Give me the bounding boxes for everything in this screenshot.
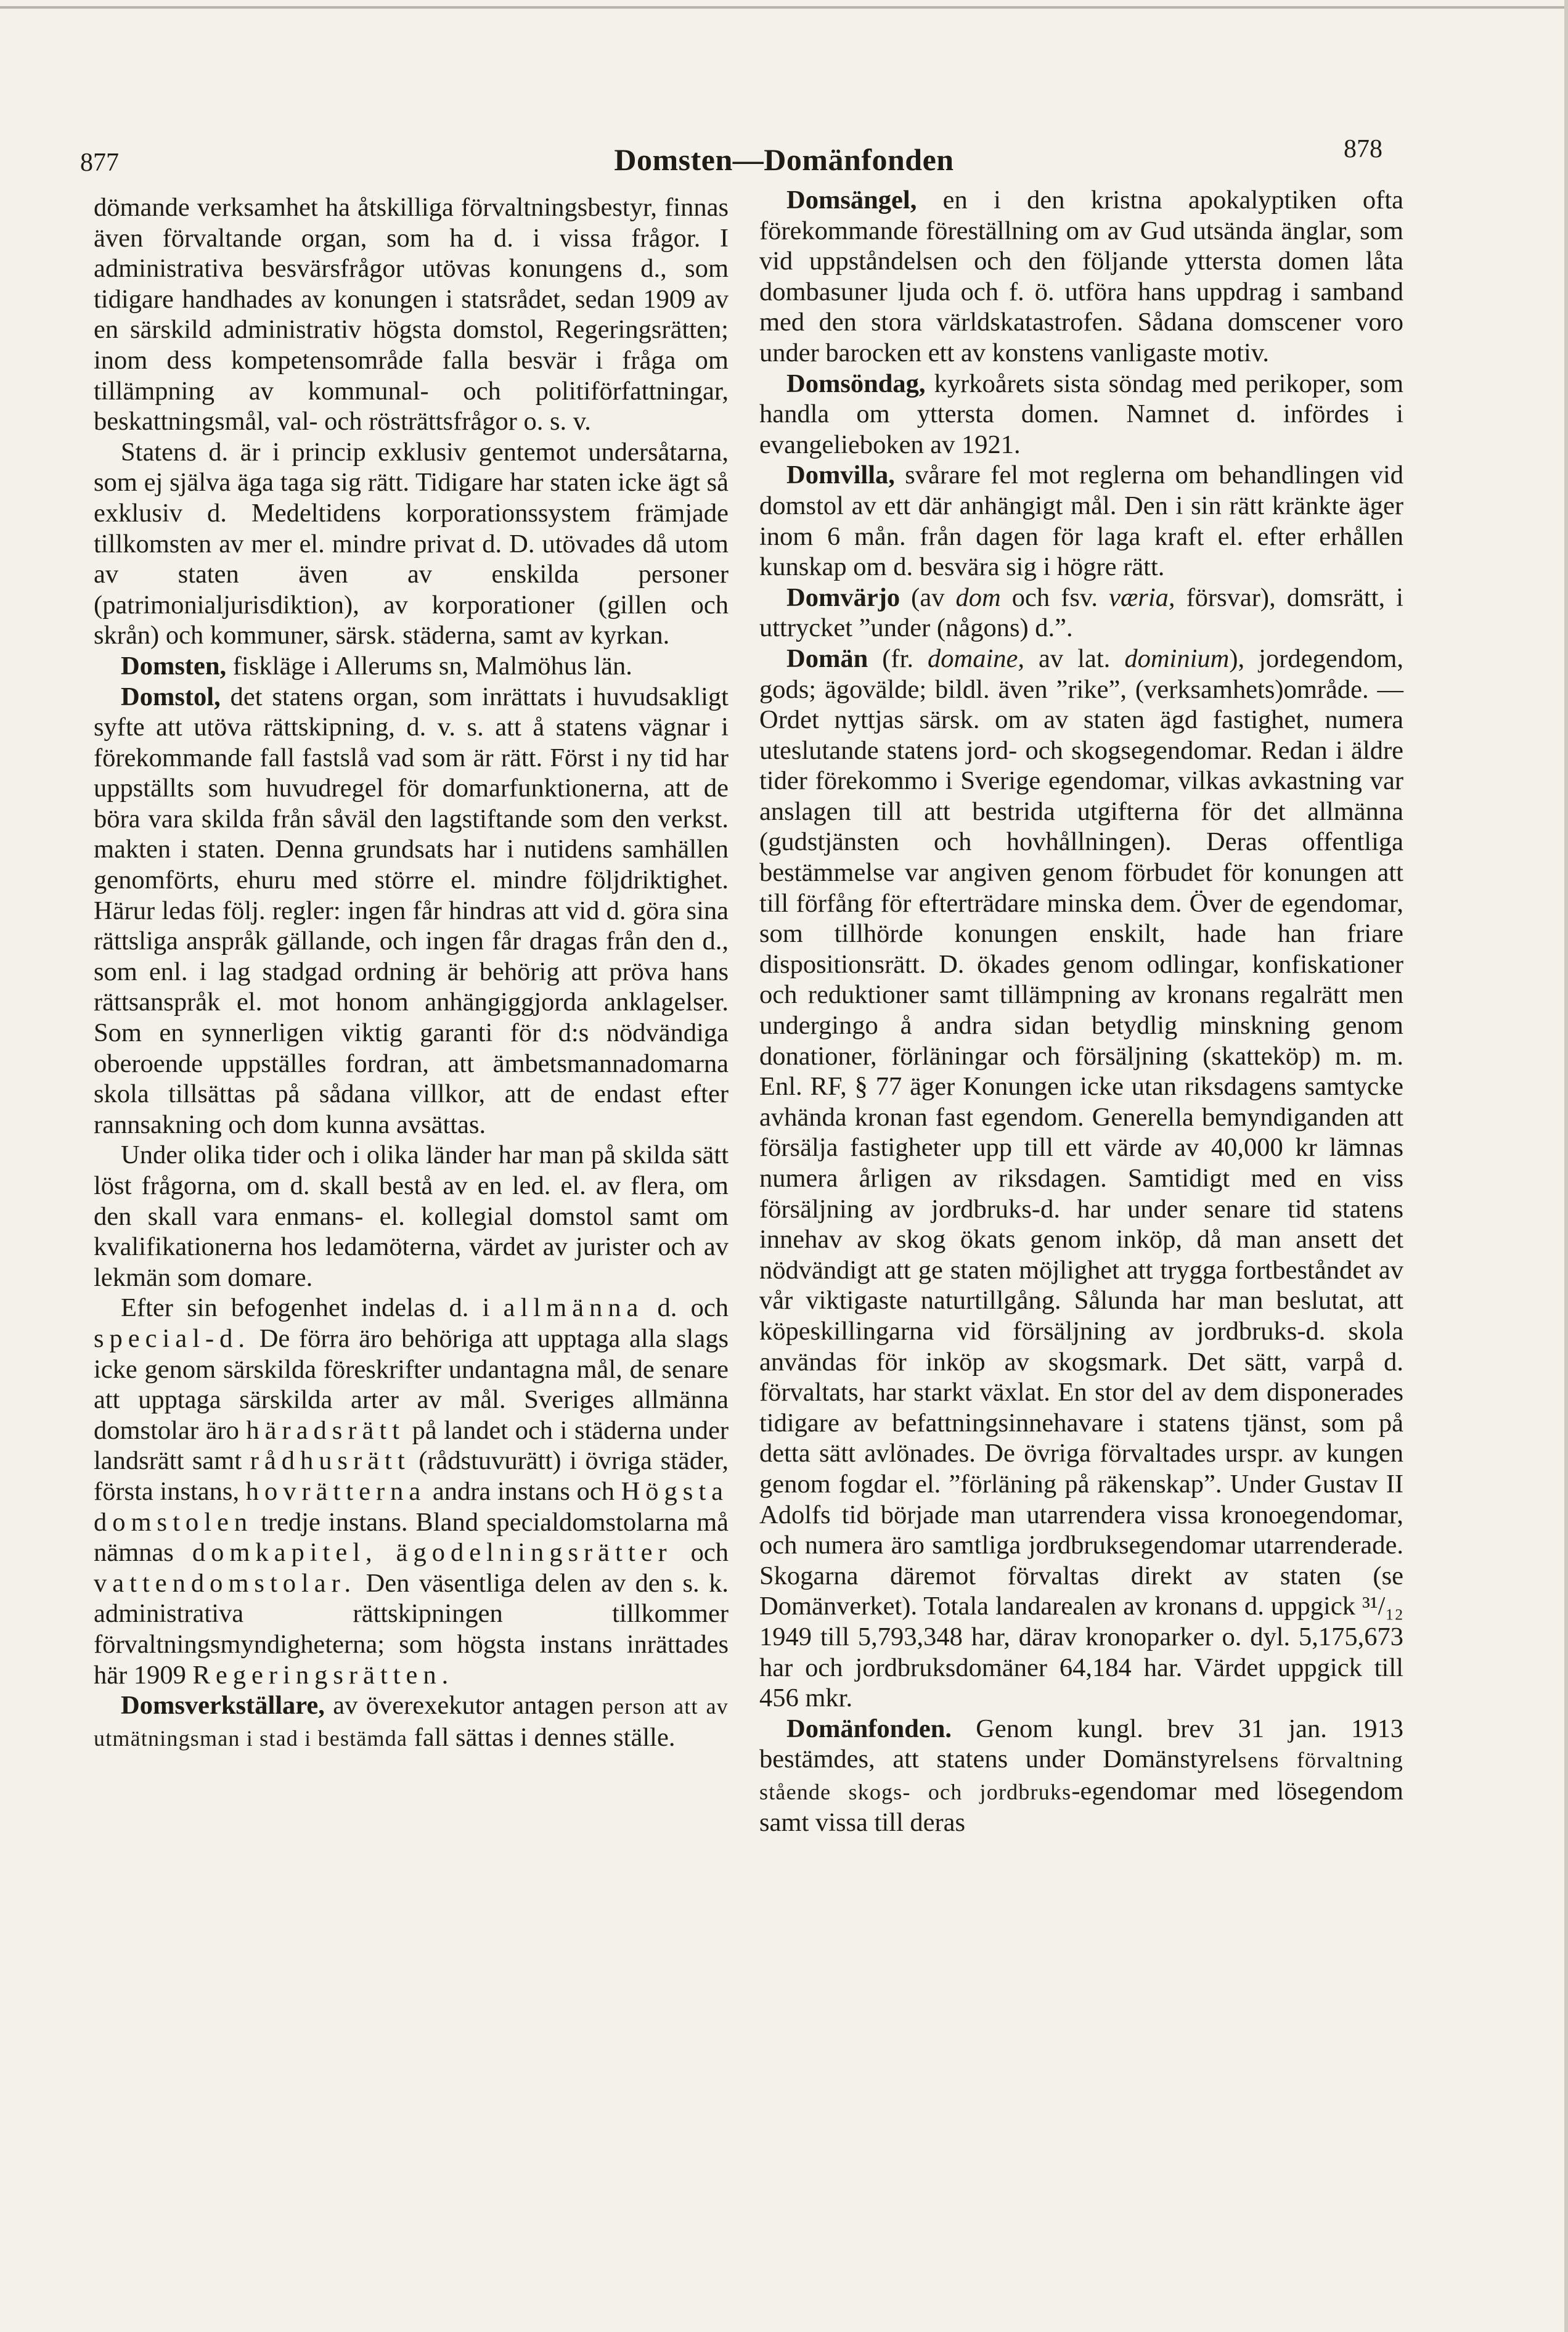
spaced-term: special-d. (94, 1324, 251, 1353)
entry-text: -egendomar med lösegendom samt vissa till deras (759, 1776, 1403, 1838)
spaced-term: allmänna (503, 1293, 644, 1323)
text-run: (av (900, 583, 956, 612)
right-column (759, 185, 1403, 1838)
entry-domsondag (759, 369, 1403, 460)
spaced-term: ägodelningsrätter (396, 1538, 672, 1568)
headword: Domvilla, (786, 460, 895, 490)
text-run: andra instans och (426, 1476, 621, 1506)
text-run: (rådstuvurätt) i övriga städer, första instans, (94, 1446, 729, 1506)
italic-term: domaine, (928, 644, 1025, 673)
page-header (0, 0, 1568, 185)
page-number-right: 878 (1344, 135, 1382, 163)
entry-text-small: sens förvaltning stående skogs- och jordbruks (759, 1748, 1403, 1804)
text-run: De förra äro behöriga att upptaga alla slags icke genom särskilda föreskrifter undantagna mål, de senare att upptaga särskilda arter av mål. Sveriges allmänna domstolar äro (94, 1324, 729, 1445)
headword: Domänfonden. (786, 1714, 952, 1743)
entry-domvilla (759, 460, 1403, 582)
entry-text-small: person att av utmätningsman i stad i bestämda (94, 1694, 729, 1751)
text-run: d. och (643, 1293, 729, 1323)
text-run: tredje instans. Bland specialdomstolarna må nämnas (94, 1507, 729, 1568)
entry-text: Genom kungl. brev 31 jan. 1913 bestämdes, att statens under Domänstyrel (759, 1714, 1403, 1774)
page-number-left: 877 (80, 149, 119, 177)
paragraph: Statens d. är i princip exklusiv gentemot undersåtarna, som ej själva äga taga sig rätt. Tidigare har staten icke ägt så exklusiv d. Medeltidens korporationssystem främjade tillkomsten av mer el. mindre privat d. D. utövades då utom av staten även av enskilda personer (patrimonialjurisdiktion), av korporationer (gillen och skrån) och kommuner, särsk. städerna, samt av kyrkan. (94, 437, 729, 650)
paragraph: dömande verksamhet ha åtskilliga förvaltningsbestyr, finnas även förvaltande organ, som ha d. i vissa frågor. I administrativa besvärsfrågor utövas konungens d., som tidigare handhades av konungen i statsrådet, sedan 1909 av en särskild administrativ högsta domstol, Regeringsrätten; inom dess kompetensområde falla besvär i fråga om tillämpning av kommunal- och politiförfattningar, beskattningsmål, val- och rösträttsfrågor o. s. v. (94, 193, 729, 436)
entry-domanfonden (759, 1714, 1403, 1838)
entry-text: en i den kristna apokalyptiken ofta förekommande föreställning om av Gud utsända änglar, som vid uppståndelsen och den följande yttersta domen låta dombasuner ljuda och f. ö. utföra hans uppdrag i samband med den stora världskatastrofen. Sådana domscener voro under barocken ett av konstens vanligaste motiv. (759, 186, 1403, 367)
spaced-term: häradsrätt (246, 1415, 405, 1445)
entry-domsverkstallare (94, 1690, 729, 1754)
headword: Domsverkställare, (121, 1691, 325, 1720)
spaced-term: Regeringsrätten. (192, 1660, 454, 1690)
running-head: Domsten—Domänfonden (614, 142, 954, 177)
paragraph: Under olika tider och i olika länder har man på skilda sätt löst frågorna, om d. skall bestå av en led. el. av flera, om den skall vara enmans- el. kollegial domstol samt om kvalifikationerna hos ledamöterna, värdet av jurister och av lekmän som domare. (94, 1140, 729, 1292)
entry-text: fall sättas i dennes ställe. (407, 1722, 676, 1752)
italic-term: dom (955, 583, 1001, 612)
entry-doman (759, 644, 1403, 1714)
entry-domstol (94, 682, 729, 1140)
entry-text: kyrkoårets sista söndag med perikoper, som handla om yttersta domen. Namnet d. infördes i evangelieboken av 1921. (759, 369, 1403, 459)
spaced-term: vattendomstolar. (94, 1568, 357, 1598)
headword: Domsten, (121, 651, 227, 681)
italic-term: dominium (1124, 644, 1230, 673)
entry-text: det statens organ, som inrättats i huvudsakligt syfte att utöva rättskipning, d. v. s. att å statens vägnar i förekommande fall fastslå vad som är rätt. Först i ny tid har uppställts som huvudregel för domarfunktionerna, att de böra vara skilda från såväl den lagstiftande som den verkst. makten i staten. Denna grundsats har i nutidens samhällen genomförts, ehuru med större el. mindre följdriktighet. Härur ledas följ. regler: ingen får hindras att vid d. göra sina rättsliga anspråk gällande, och ingen får dragas från den d., som enl. i lag stadgad ordning är behörig att pröva hans rättsanspråk el. mot honom anhängiggjorda anklagelser. Som en synnerligen viktig garanti för d:s nödvändiga oberoende uppställes fordran, att ämbetsmannadomarna skola tillsättas på sådana villkor, att de endast efter rannsakning och dom kunna avsättas. (94, 682, 729, 1139)
text-run: Den väsentliga delen av den s. k. administrativa rättskipningen tillkommer förvaltningsmyndigheterna; som högsta instans inrättades här 1909 (94, 1568, 729, 1690)
headword: Domvärjo (786, 583, 900, 612)
entry-domsangel (759, 185, 1403, 369)
left-column (94, 192, 729, 1754)
entry-text: svårare fel mot reglerna om behandlingen vid domstol av ett där anhängigt mål. Den i sin rätt kränkte äger inom 6 mån. från dagen för laga kraft el. efter erhållen kunskap om d. besvära sig i högre rätt. (759, 460, 1403, 582)
entry-text: fiskläge i Allerums sn, Malmöhus län. (226, 651, 632, 681)
page-right-edge (1564, 0, 1568, 2332)
paragraph (94, 1293, 729, 1690)
text-run: ), jordegendom, gods; ägovälde; bildl. även ”rike”, (verksamhets)område. — Ordet nyttjas särsk. om av staten ägd fastighet, numera uteslutande statens jord- och skogsegendomar. Redan i äldre tider förekommo i Sverige egendomar, vilkas avkastning var anslagen till att bestrida utgifterna för det allmänna (gudstjänsten och hovhållningen). Deras offentliga bestämmelse var angiven genom förbudet för konungen att till förfång för efterträdare minska dem. Över de egendomar, som tillhörde konungen enskilt, hade han friare dispositionsrätt. D. ökades genom odlingar, konfiskationer och reduktioner samt tillämpning av kronans regalrätt men undergingo å andra sidan betydlig minskning genom donationer, förläningar och försäljning (skatteköp) m. m. Enl. RF, § 77 äger Konungen icke utan riksdagens samtycke avhända kronan fast egendom. Generella bemyndiganden att försälja fastigheter upp till ett värde av 40,000 kr lämnas numera årligen av riksdagen. Samtidigt med en viss försäljning av jordbruks-d. har under senare tid statens innehav av skog ökats genom inköp, då man ansett det nödvändigt att ge staten möjlighet att trygga fortbeståndet av vår viktigaste naturtillgång. Sålunda har man beslutat, att köpeskillingarna vid försäljning av jordbruks-d. skola användas för inköp av skogsmark. Det sätt, varpå d. förvaltats, har starkt växlat. En stor del av dem disponerades tidigare av befattningsinnehavare i statens tjänst, som på detta sätt avlönades. De övriga förvaltades urspr. av kungen genom fogdar el. ”förläning på räkenskap”. Under Gustav II Adolfs tid började man utarrendera vissa kronoegendomar, och numera äro samtliga jordbruksegendomar utarrenderade. Skogarna däremot förvaltas direkt av staten (se Domänverket). Totala landarealen av kronans d. uppgick ³¹/₁₂ 1949 till 5,793,348 har, därav kronoparker o. dyl. 5,175,673 har och jordbruksdomäner 64,184 har. Värdet uppgick till 456 mkr. (759, 644, 1403, 1713)
text-run: försvar), domsrätt, i uttrycket ”under (någons) d.”. (759, 583, 1403, 643)
text-run: (fr. (868, 644, 928, 673)
headword: Domsängel, (786, 186, 917, 215)
headword: Domän (786, 644, 868, 673)
spaced-term: domkapitel, (192, 1538, 378, 1568)
headword: Domsöndag, (786, 369, 926, 398)
text-run: och (672, 1538, 729, 1568)
spaced-term: hovrätterna (245, 1476, 427, 1506)
spaced-term: Högsta domstolen (94, 1476, 729, 1537)
text-run: på landet och i städerna under landsrätt samt (94, 1415, 729, 1476)
text-run: Efter sin befogenhet indelas d. i (121, 1293, 504, 1323)
spaced-term: rådhusrätt (250, 1446, 410, 1476)
entry-domsten (94, 651, 729, 682)
entry-text: av överexekutor antagen (324, 1691, 602, 1720)
text-run: och fsv. (1000, 583, 1109, 612)
entry-domvarjo (759, 583, 1403, 644)
headword: Domstol, (121, 682, 221, 711)
text-run (378, 1538, 396, 1567)
italic-term: væria, (1109, 583, 1175, 612)
text-run: av lat. (1024, 644, 1125, 673)
